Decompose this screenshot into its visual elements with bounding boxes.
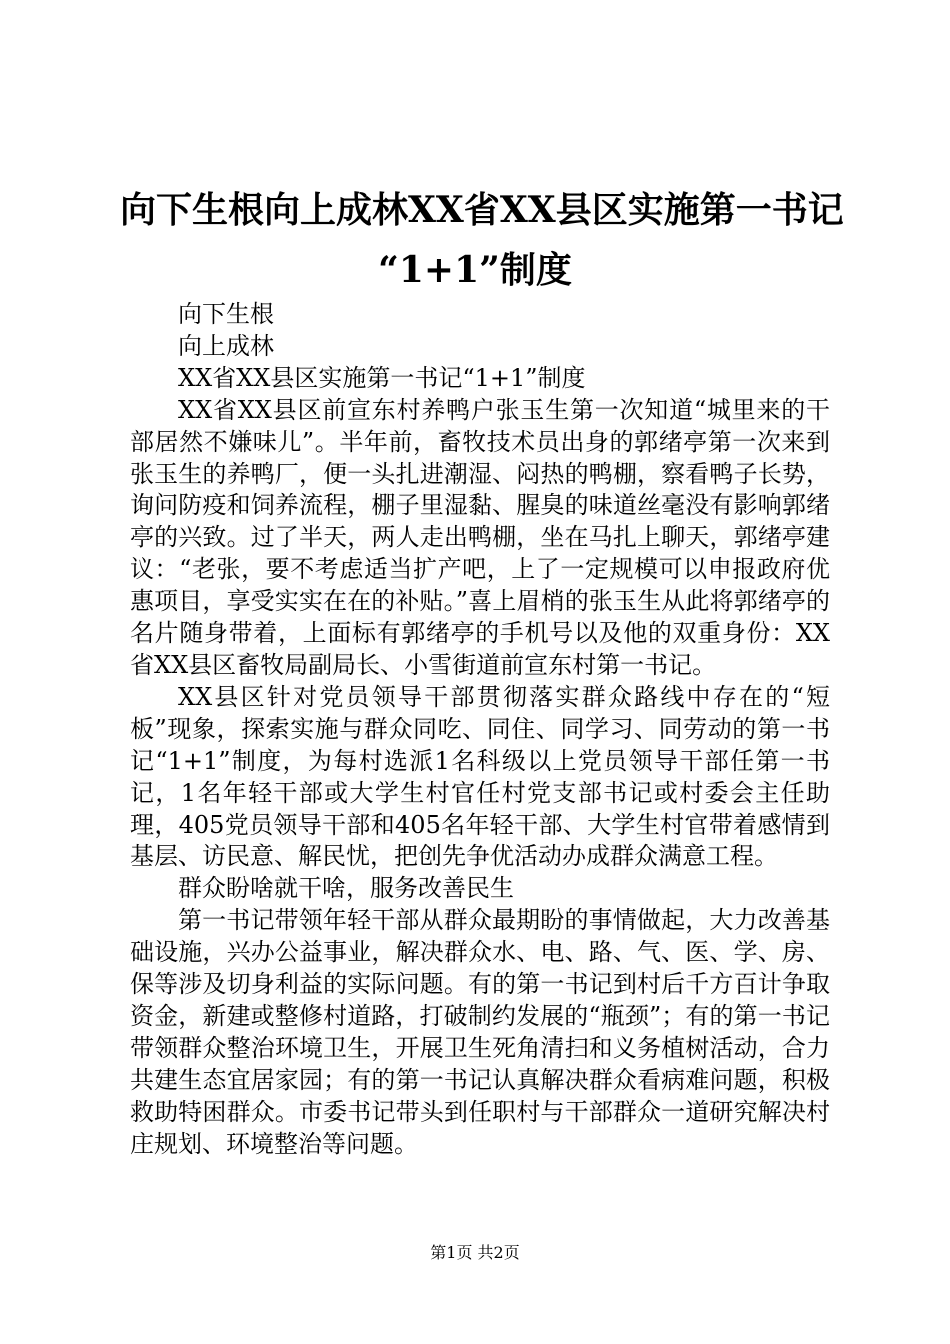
document-body [130,299,830,1160]
page-footer: 第1页 共2页 [430,1243,520,1262]
document-title-line-2: “1+1”制度 [378,249,572,291]
section-heading: 群众盼啥就干啥，服务改善民生 [178,874,514,903]
paragraph: XX县区针对党员领导干部贯彻落实群众路线中存在的“短板”现象，探索实施与群众同吃、同住、同学习、同劳动的第一书记“1+1”制度，为每村选派1名科级以上党员领导干部任第一书记，1名年轻干部或大学生村官任村党支部书记或村委会主任助理，405党员领导干部和405名年轻干部、大学生村官带着感情到基层、访民意、解民忧，把创先争优活动办成群众满意工程。 [130,682,830,871]
paragraph: XX省XX县区前宣东村养鸭户张玉生第一次知道“城里来的干部居然不嫌味儿”。半年前，畜牧技术员出身的郭绪亭第一次来到张玉生的养鸭厂，便一头扎进潮湿、闷热的鸭棚，察看鸭子长势，询问防疫和饲养流程，棚子里湿黏、腥臭的味道丝毫没有影响郭绪亭的兴致。过了半天，两人走出鸭棚，坐在马扎上聊天，郭绪亭建议：“老张，要不考虑适当扩产吧，上了一定规模可以申报政府优惠项目，享受实实在在的补贴。”喜上眉梢的张玉生从此将郭绪亭的名片随身带着，上面标有郭绪亭的手机号以及他的双重身份：XX省XX县区畜牧局副局长、小雪街道前宣东村第一书记。 [130,395,830,679]
paragraph-subtitle-3: XX省XX县区实施第一书记“1+1”制度 [178,363,586,392]
paragraph-subtitle-1: 向下生根 [178,300,274,328]
document-title-line-1: 向下生根向上成林XX省XX县区实施第一书记 [120,189,844,231]
paragraph: 第一书记带领年轻干部从群众最期盼的事情做起，大力改善基础设施，兴办公益事业，解决群众水、电、路、气、医、学、房、保等涉及切身利益的实际问题。有的第一书记到村后千方百计争取资金，新建或整修村道路，打破制约发展的“瓶颈”；有的第一书记带领群众整治环境卫生，开展卫生死角清扫和义务植树活动，合力共建生态宜居家园；有的第一书记认真解决群众看病难问题，积极救助特困群众。市委书记带头到任职村与干部群众一道研究解决村庄规划、环境整治等问题。 [130,906,830,1158]
paragraph-subtitle-2: 向上成林 [178,331,274,360]
